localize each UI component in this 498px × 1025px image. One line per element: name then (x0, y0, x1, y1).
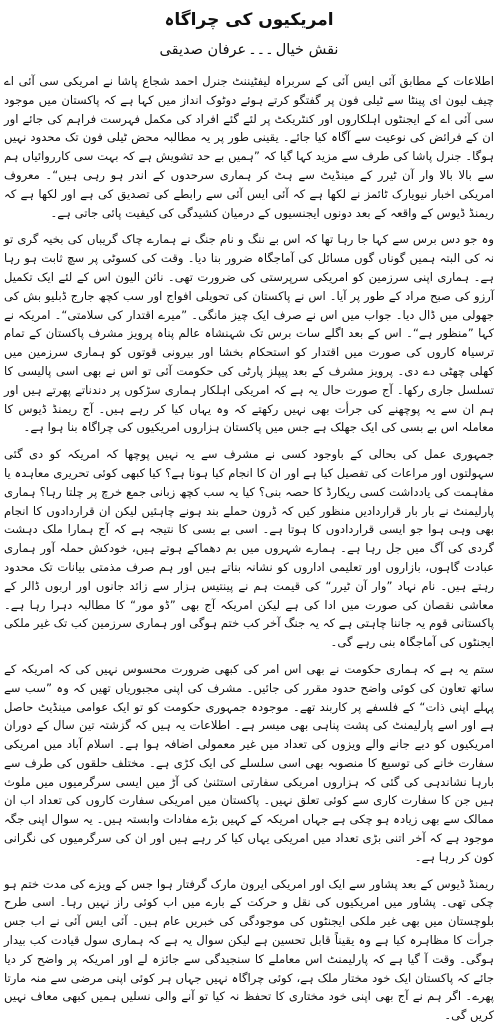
paragraph: ریمنڈ ڈیوس کے بعد پشاور سے ایک اور امریکی ایرون مارک گرفتار ہوا جس کے ویزے کی مدت ختم ہو چکی تھی۔ پشاور میں امریکیوں کی نقل و حرکت کے بارے میں اب کوئی راز نہیں رہا۔ اسی طرح بلوچستان میں بھی غیر ملکی ایجنٹوں کی موجودگی کی خبریں عام ہیں۔ آئی ایس آئی نے اب جس جرأت کا مظاہرہ کیا ہے وہ یقیناً قابل تحسین ہے لیکن سوال یہ ہے کہ ہماری سول قیادت کب بیدار ہوگی۔ وقت آ گیا ہے کہ پارلیمنٹ اس معاملے کا سنجیدگی سے جائزہ لے اور امریکہ پر واضح کر دیا جائے کہ پاکستان ایک خود مختار ملک ہے، کوئی چراگاہ نہیں جہاں ہر کوئی اپنی مرضی سے منہ مارتا پھرے۔ اگر ہم نے آج بھی اپنی خود مختاری کا تحفظ نہ کیا تو آنے والی نسلیں ہمیں کبھی معاف نہیں کریں گی۔ (4, 876, 494, 1023)
paragraph: جمہوری عمل کی بحالی کے باوجود کسی نے مشرف سے یہ نہیں پوچھا کہ امریکہ کو دی گئی سہولتوں اور مراعات کی تفصیل کیا ہے اور ان کا انجام کیا ہونا ہے؟ کیا کبھی کوئی تحریری معاہدہ یا مفاہمت کی یادداشت کسی ریکارڈ کا حصہ بنی؟ کیا یہ سب کچھ زبانی جمع خرچ پر چلتا رہا؟ ہماری پارلیمنٹ نے بار بار قراردادیں منظور کیں کہ ڈرون حملے بند ہونے چاہئیں لیکن ان قراردادوں کا انجام بھی وہی ہوا جو ایسی قراردادوں کا ہوتا ہے۔ اسی بے بسی کا نتیجہ ہے کہ آج ہمارا ملک دہشت گردی کی آگ میں جل رہا ہے۔ ہمارے شہروں میں بم دھماکے ہوتے ہیں، خودکش حملہ آور ہماری عبادت گاہوں، بازاروں اور تعلیمی اداروں کو نشانہ بناتے ہیں اور ہم صرف مذمتی بیانات تک محدود رہتے ہیں۔ نام نہاد ”وار آن ٹیرر“ کی قیمت ہم نے پینتیس ہزار سے زائد جانوں اور اربوں ڈالر کے معاشی نقصان کی صورت میں ادا کی ہے لیکن امریکہ آج بھی ”ڈو مور“ کا مطالبہ دہرا رہا ہے۔ پاکستانی قوم یہ جاننا چاہتی ہے کہ یہ جنگ آخر کب ختم ہوگی اور ہماری سرزمین کب تک غیر ملکی ایجنٹوں کی آماجگاہ بنی رہے گی۔ (4, 447, 494, 650)
column-name: نقش خیال (275, 42, 339, 58)
column-headline: امریکیوں کی چراگاہ (164, 10, 334, 30)
author-name: عرفان صدیقی (159, 42, 247, 58)
paragraph: اطلاعات کے مطابق آئی ایس آئی کے سربراہ لیفٹیننٹ جنرل احمد شجاع پاشا نے امریکی سی آئی اے چیف لیون ای پینٹا سے ٹیلی فون پر گفتگو کرتے ہوئے دوٹوک انداز میں کہا ہے کہ پاکستان میں موجود سی آئی اے کے ایجنٹوں اہلکاروں اور کنٹریکٹ پر لئے گئے افراد کی مکمل فہرست فراہم کی جائے اور ان کے فرائض کی نوعیت سے آگاہ کیا جائے۔ یقینی طور پر یہ مطالبہ محض ٹیلی فون تک محدود نہیں ہوگا۔ جنرل پاشا کی طرف سے مزید کہا گیا کہ ”ہمیں بے حد تشویش ہے کہ بہت سی کارروائیاں ہم سے بالا بالا وار آن ٹیرر کے مینڈیٹ سے ہٹ کر ہماری سرحدوں کے اندر ہو رہی ہیں“۔ معروف امریکی اخبار نیویارک ٹائمز نے لکھا ہے کہ آئی ایس آئی سے رابطے کی تصدیق کی ہے اور لکھا ہے کہ ریمنڈ ڈیوس کے واقعہ کے بعد دونوں ایجنسیوں کے درمیان کشیدگی کی کیفیت پائی جاتی ہے۔ (4, 74, 494, 220)
byline (4, 38, 494, 62)
paragraph: وہ جو دس برس سے کہا جا رہا تھا کہ اس بے ننگ و نام جنگ نے ہمارے چاک گریباں کی بخیہ گری تو نہ کی البتہ ہمیں گوناں گوں مسائل کی آماجگاہ ضرور بنا دیا۔ وقت کی کسوٹی پر سچ ثابت ہو رہا ہے۔ ہماری اپنی سرزمین کو امریکی سرپرستی کی ضرورت تھی۔ نائن الیون اس کے لئے ایک تکمیل آرزو کی صبح مراد کے طور پر آیا۔ اس نے پاکستان کی تحویلی افواج اور سب کچھ جارج ڈبلیو بش کی جھولی میں ڈال دیا۔ جواب میں اس نے صرف ایک چیز مانگی۔ ”میرے اقتدار کی سلامتی“۔ امریکہ نے کہا ”منظور ہے“۔ اس کے بعد اگلے سات برس تک شہنشاہ عالم پناہ پرویز مشرف پاکستان کے تمام ترسیاہ کاروں کی صورت میں اقتدار کو استحکام بخشا اور بیرونی قوتوں کو ہماری سرزمین میں کھلی چھٹی دے دی۔ پرویز مشرف کے بعد پیپلز پارٹی کی حکومت آئی تو اس نے بھی اسی پالیسی کا تسلسل جاری رکھا۔ آج صورت حال یہ ہے کہ امریکی اہلکار ہماری سڑکوں پر دندناتے پھرتے ہیں اور ہم ان سے یہ پوچھنے کی جرأت بھی نہیں رکھتے کہ وہ یہاں کیا کر رہے ہیں۔ آج ریمنڈ ڈیوس کا معاملہ اس بے بسی کی ایک جھلک ہے جس میں پاکستان ہزاروں امریکیوں کی چراگاہ بنا ہوا ہے۔ (4, 232, 494, 435)
byline-separator: ۔۔۔ (248, 42, 274, 58)
paragraph: ستم یہ ہے کہ ہماری حکومت نے بھی اس امر کی کبھی ضرورت محسوس نہیں کی کہ امریکہ کے ساتھ تعاون کی کوئی واضح حدود مقرر کی جائیں۔ مشرف کی اپنی مجبوریاں تھیں کہ وہ ”سب سے پہلے اپنی ذات“ کے فلسفے پر کاربند تھے۔ موجودہ جمہوری حکومت کو تو ایک عوامی مینڈیٹ حاصل ہے اور اسے پارلیمنٹ کی پشت پناہی بھی میسر ہے۔ اطلاعات یہ ہیں کہ گزشتہ تین سال کے دوران امریکیوں کو دیے جانے والے ویزوں کی تعداد میں غیر معمولی اضافہ ہوا ہے۔ اسلام آباد میں امریکی سفارت خانے کی توسیع کا منصوبہ بھی اسی سلسلے کی ایک کڑی ہے۔ مختلف حلقوں کی طرف سے بارہا نشاندہی کی گئی کہ ہزاروں امریکی سفارتی استثنیٰ کی آڑ میں ایسی سرگرمیوں میں ملوث ہیں جن کا سفارت کاری سے کوئی تعلق نہیں۔ پاکستان میں امریکی سفارت کاروں کی تعداد اب ان ممالک سے بھی زیادہ ہو چکی ہے جہاں امریکہ کے کہیں بڑے مفادات وابستہ ہیں۔ یہ سوال اپنی جگہ موجود ہے کہ آخر اتنی بڑی تعداد میں امریکی یہاں کیا کر رہے ہیں اور ان کی سرگرمیوں کی نگرانی کون کر رہا ہے۔ (4, 661, 494, 864)
article-body (4, 72, 494, 1025)
